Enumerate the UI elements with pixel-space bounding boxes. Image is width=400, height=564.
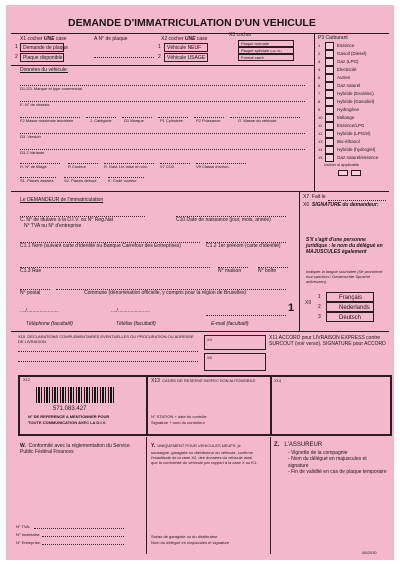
x5-box[interactable]: X5 [204,353,266,371]
fuel-checkbox[interactable] [325,42,334,50]
fuel-list [313,42,393,172]
x1-label: X1 cocher UNE case [20,36,67,42]
x15-field-2[interactable] [18,361,198,362]
fuel-option[interactable]: 2 Gasoil (Diesel) [318,51,367,56]
fuel-option[interactable]: 3 Gaz (LPG) [318,59,359,64]
x2-option-vehicule-neuf[interactable]: Véhicule NEUF [164,43,208,52]
reference-number: 571.083.427 [53,406,87,412]
x6-label: X6 SIGNATURE du demandeur: [303,202,379,208]
y-block: Y. UNIQUEMENT POUR VEHICULES NEUFS: je soussigné, garagiste ou distributeur du véhicule, confirme l'exactitude de la case X2, des données du véhicule ainsi que la conformité du véhicule par rapport à la case X ou K1. [151,443,258,465]
w-entreprise-field[interactable] [42,544,124,545]
w-inventaire-field[interactable] [42,536,124,537]
vehicle-heading: Données du véhicule: [20,67,69,73]
x12-label: X12 [23,377,31,382]
x15-label: X15 DECLARATIONS COMPLEMENTAIRES EVENTUELLES OU PROCURATION OU ADRESSE DE LIVRAISON [18,334,194,345]
barcode [36,387,116,403]
x3-label: X3 cocher [229,32,252,38]
fuel-checkbox[interactable] [325,146,334,154]
language-note: Indiquer la langue souhaitée (Se prononcer tout sanction / Gewenschte Sprache ankreuzen) [306,269,383,284]
fuel-checkbox[interactable] [325,82,334,90]
fuel-option[interactable]: 7 Hybride (Ess/elec) [318,91,374,96]
fuel-option[interactable]: 12 Hybride (LPG/el) [318,131,371,136]
x3-option-format-carre[interactable]: Format carré [238,54,294,61]
fuel-option[interactable]: 15 Gaz naturel/essence [318,155,379,160]
x9-label: X9 [305,300,312,306]
x4-box[interactable]: X4 [204,335,266,350]
p3-extra-checkbox-2[interactable] [351,170,361,176]
fuel-option[interactable]: 10 Mélange [318,115,355,120]
z-label: Z. L'ASSUREUR [274,442,323,448]
x14-field[interactable] [274,387,386,431]
c-label: C. N° de titulaire à la D.I.V. ou N° Reg.Nat [20,217,114,223]
x2-option-vehicule-usage[interactable]: Véhicule USAGE [164,53,208,62]
fuel-checkbox[interactable] [325,122,334,130]
fax-field[interactable]: Téléfax (facultatif) [116,321,156,327]
vin-field[interactable] [20,101,305,102]
fuel-checkbox[interactable] [325,130,334,138]
email-field[interactable] [206,315,286,316]
fuel-checkbox[interactable] [325,138,334,146]
x15-field[interactable] [18,351,198,352]
registration-form: DEMANDE D'IMMATRICULATION D'UN VEHICULE X1 cocher UNE case 1 Demande de plaque 2 Plaque disponible A N° de plaque X2 cocher UNE case 1 Véhicule NEUF 2 Véhicule USAGE X3 cocher Plaque normale Plaque spéciale (voir X1) Format carré P3 Carburant 1 Essence 2 Gasoil (Diesel) 3 Gaz (LPG) 4 Electricité 5 Autres 6 Gaz naturel 7 Hybride (Ess/elec) 8 Hybride (Gasoil/el) 9 Hydrogène 10 Mélange 11 Essence/LPG 12 Hybride (LPG/el) 13 Bio-éthanol 14 Hybride (hydrog/el) 15 Gaz naturel/essence cocher si applicable Données du véhicule: D1-D3. Marque et type commercial E. N° de chassis F2 Masse maximale autorisée J. Catégorie D1 Marque P1 Cylindrée P2 Puissance G. Masse du véhicule D3. Version D3-2 Variante H. N° de tillage R Couleur R. Date 1re mise en circ. V7 CO2 V9 Classe environ. S1. Places assises S2. Places debout K. Code couleur Le DEMANDEUR de l'immatriculation C. N° de titulaire à la D.I.V. ou N° Reg.Nat N° TVA ou N° d'entreprise C10 Date de naissance (jour, mois, année) C1.1 Nom (suivant carte d'identité ou Banque Carrefour des Entreprises) C1.2 1er prénom (carte d'identité) C1.3 Rue N° maison N° boîte N° postal Commune (dénomination officielle, y compris pour la région de Bruxelles) ..../....................... ..../....................... Téléphone (facultatif) Téléfax (facultatif) E-mail (facultatif) 1 X7 Fait le X6 SIGNATURE du demandeur: S'il s'agit d'une personne juridique : le nom du délégué en MAJUSCULES également Indiquer la langue souhaitée (Se prononcer tout sanction / Gewenschte Sprache ankreuzen) X9 1 Français 2 Nederlands 3 Deutsch X15 DECLARATIONS COMPLEMENTAIRES EVENTUELLES OU PROCURATION OU ADRESSE DE LIVRAISON X4 X5 X11 ACCORD pour LIVRAISON EXPRESS contre SURCOUT (voir verso). SIGNATURE pour ACCORD X12 571.083.427 N° DE REFERENCE A MENTIONNER POUR TOUTE COMMUNICATION AVEC LA D.I.V. X13 CADRE DE RESERVE INSPECTION AUTOMOBILE N° STATION + date du contrôle Signature + nom du contrôleur X14 W. Conformité avec la réglementation du Service Public Fédéral Finances N° TVA: N° Inventaire: N° Entreprise: Y. UNIQUEMENT POUR VEHICULES NEUFS: je soussigné, garagiste ou distributeur du véhicule, confirme l'exactitude de la case X2, des données du véhicule ainsi que la conformité du véhicule par rapport à la case X ou K1. Scéau de garagiste ou du distributeur Nom du délégué en majuscules et signature Z. L'ASSUREUR - Vignette de la compagnie - Nom du délégué en majuscules et signature - Fin de validité en cas de plaque temporaire 08/2010 [6,5,394,560]
fuel-checkbox[interactable] [325,114,334,122]
street-field[interactable] [20,267,210,268]
x13-label: X13 CADRE DE RESERVE INSPECTION AUTOMOBILE [151,378,256,384]
fuel-checkbox[interactable] [325,58,334,66]
x3-option-plaque-speciale[interactable]: Plaque spéciale (voir X1) [238,47,294,54]
p3-extra-checkbox[interactable] [338,170,348,176]
fuel-option[interactable]: 13 Bio-éthanol [318,139,360,144]
fuel-option[interactable]: 11 Essence/LPG [318,123,365,128]
variant-field[interactable] [20,149,305,150]
fuel-option[interactable]: 4 Electricité [318,67,357,72]
x2-label: X2 cocher UNE case [161,36,208,42]
form-version: 08/2010 [362,550,377,555]
legal-person-note: S'il s'agit d'une personne juridique : le nom du délégué en MAJUSCULES également [306,237,383,255]
p3-footer: cocher si applicable [324,162,360,167]
fuel-option[interactable]: 6 Gaz naturel [318,83,361,88]
fuel-checkbox[interactable] [325,106,334,114]
fuel-checkbox[interactable] [325,98,334,106]
date-field[interactable] [328,200,386,201]
p3-label: P3 Carburant [318,35,348,41]
x1-option-demande-plaque[interactable]: Demande de plaque [20,43,64,52]
language-deutsch[interactable]: Deutsch [326,312,374,322]
phone-field[interactable]: Téléphone (facultatif) [26,321,73,327]
language-nederlands[interactable]: Nederlands [326,302,374,312]
plate-number-field[interactable] [94,45,154,59]
fuel-option[interactable]: 14 Hybride (hydrog/el) [318,147,376,152]
x7-label: X7 Fait le [303,194,326,200]
x14-label: X14 [274,378,282,383]
demandeur-heading: Le DEMANDEUR de l'immatriculation [20,197,104,203]
fuel-option[interactable]: 9 Hydrogène [318,107,360,112]
form-title: DEMANDE D'IMMATRICULATION D'UN VEHICULE [68,17,316,29]
w-tva-field[interactable] [34,528,124,529]
z-list: - Vignette de la compagnie - Nom du délégué en majuscules et signature - Fin de validité en cas de plaque temporaire [288,450,387,475]
w-block: W. Conformité avec la réglementation du Service Public Fédéral Finances [20,443,130,455]
fuel-checkbox[interactable] [325,90,334,98]
x11-signature-area[interactable] [271,355,386,373]
x1-option-plaque-disponible[interactable]: Plaque disponible [20,53,64,62]
fuel-checkbox[interactable] [325,66,334,74]
fuel-checkbox[interactable] [325,154,334,162]
fuel-option[interactable]: 5 Autres [318,75,351,80]
a-label: A N° de plaque [94,36,128,42]
signature-area[interactable] [316,211,388,236]
fuel-option[interactable]: 8 Hybride (Gasoil/el) [318,99,375,104]
fuel-option[interactable]: 1 Essence [318,43,355,48]
x3-option-plaque-normale[interactable]: Plaque normale [238,40,294,47]
version-field[interactable] [20,133,305,134]
x11-label: X11 ACCORD pour LIVRAISON EXPRESS contre SURCOUT (voir verso). SIGNATURE pour ACCORD [269,335,386,347]
language-francais[interactable]: Français [326,292,374,302]
fuel-checkbox[interactable] [325,50,334,58]
fuel-checkbox[interactable] [325,74,334,82]
copy-number: 1 [288,302,295,314]
